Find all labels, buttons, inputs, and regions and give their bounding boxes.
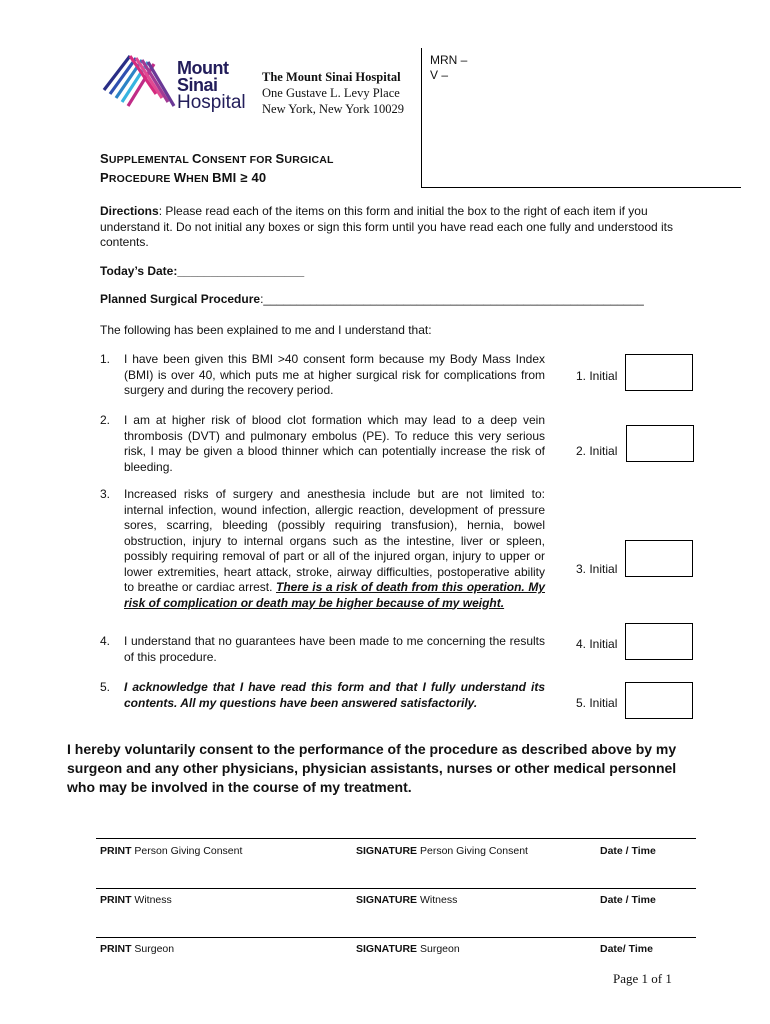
patient-id-block [430, 53, 467, 83]
consent-item-3: 3. Increased risks of surgery and anesthesia include but are not limited to: internal infection, wound infection, allergic reaction, development of pressure sores, scarring, bleeding (possibly requiring transfusion), hernia, bowel obstruction, injury to internal organs such as the intestine, liver or spleen, possibly requiring removal of part or all of the injured organ, injury to upper or lower extremities, heart attack, stroke, airway difficulties, postoperative ability to breathe or cardiac arrest. There is a risk of death from this operation. My risk of complication or death may be higher because of my weight. [100, 487, 545, 610]
explained-intro: The following has been explained to me and I understand that: [100, 323, 432, 337]
initial-label-1: 1. Initial [576, 369, 618, 383]
logo-mark-icon [100, 50, 178, 120]
item-3-emphasis: There is a risk of death from this operation. My risk of complication or death may be higher because of my weight. [124, 580, 545, 610]
form-title: SUPPLEMENTAL CONSENT FOR SURGICAL PROCEDURE WHEN BMI ≥ 40 [100, 151, 334, 185]
header-divider-vertical [421, 48, 422, 188]
planned-procedure-label: Planned Surgical Procedure [100, 292, 261, 306]
signature-surgeon-label: SIGNATURE Surgeon [356, 943, 460, 955]
signature-consent-label: SIGNATURE Person Giving Consent [356, 845, 528, 857]
hospital-name: The Mount Sinai Hospital [262, 70, 401, 84]
print-consent-label: PRINT Person Giving Consent [100, 845, 243, 857]
initial-label-3: 3. Initial [576, 562, 618, 576]
signature-witness-label: SIGNATURE Witness [356, 894, 458, 906]
initial-box-4[interactable] [625, 623, 693, 660]
signature-line-2[interactable] [96, 888, 696, 889]
consent-item-2: 2. I am at higher risk of blood clot formation which may lead to a deep vein thrombosis (DVT) and pulmonary embolus (PE). To reduce this very serious risk, I may be given a blood thinner which can potentially increase the risk of bleeding. [100, 413, 545, 474]
item-text: I acknowledge that I have read this form and that I fully understand its contents. All my questions have been answered satisfactorily. [124, 680, 545, 710]
date-time-label-2: Date / Time [600, 894, 656, 906]
initial-box-3[interactable] [625, 540, 693, 577]
page-number: Page 1 of 1 [613, 971, 672, 986]
todays-date-field[interactable]: Today’s Date:___________________ [100, 264, 305, 278]
address-line1: One Gustave L. Levy Place [262, 86, 400, 100]
item-text: I am at higher risk of blood clot formation which may lead to a deep vein thrombosis (DVT) and pulmonary embolus (PE). To reduce this very serious risk, I may be given a blood thinner which can potentially increase the risk of bleeding. [124, 413, 545, 474]
item-text: I understand that no guarantees have been made to me concerning the results of this procedure. [124, 634, 545, 664]
date-time-label-3: Date/ Time [600, 943, 653, 955]
mount-sinai-logo [100, 50, 260, 120]
item-text: I have been given this BMI >40 consent form because my Body Mass Index (BMI) is over 40, which puts me at higher surgical risk for complications from surgery and during the recovery period. [124, 352, 545, 397]
consent-item-4: 4. I understand that no guarantees have been made to me concerning the results of this procedure. [100, 634, 545, 664]
initial-label-2: 2. Initial [576, 444, 618, 458]
initial-box-5[interactable] [625, 682, 693, 719]
logo-word-mount: Mount [177, 58, 229, 78]
directions-label: Directions [100, 204, 159, 218]
logo-word-sinai: Sinai [177, 75, 218, 95]
print-witness-label: PRINT Witness [100, 894, 172, 906]
consent-item-5: 5. I acknowledge that I have read this form and that I fully understand its contents. All my questions have been answered satisfactorily. [100, 680, 545, 710]
hospital-address [262, 69, 404, 117]
signature-line-1[interactable] [96, 838, 696, 839]
initial-box-1[interactable] [625, 354, 693, 391]
planned-procedure-field[interactable]: Planned Surgical Procedure:_________________________________________________________ [100, 292, 644, 306]
directions [100, 204, 710, 251]
initial-label-4: 4. Initial [576, 637, 618, 651]
logo-word-hospital: Hospital [177, 92, 246, 113]
print-surgeon-label: PRINT Surgeon [100, 943, 175, 955]
initial-box-2[interactable] [626, 425, 694, 462]
item-text: Increased risks of surgery and anesthesia include but are not limited to: internal infection, wound infection, allergic reaction, development of pressure sores, scarring, bleeding (possibly requiring transfusion), hernia, bowel obstruction, injury to internal organs such as the intestine, liver or spleen, possibly requiring removal of part or all of the injured organ, injury to upper or lower extremities, heart attack, stroke, airway difficulties, postoperative ability to breathe or cardiac arrest. There is a risk of death from this operation. My risk of complication or death may be higher because of my weight. [124, 487, 545, 610]
header-divider-horizontal [421, 187, 741, 188]
address-line2: New York, New York 10029 [262, 102, 405, 116]
signature-line-3[interactable] [96, 937, 696, 938]
initial-label-5: 5. Initial [576, 696, 618, 710]
v-label: V – [430, 68, 449, 82]
consent-statement: I hereby voluntarily consent to the performance of the procedure as described above by my surgeon and any other physicians, physician assistants, nurses or other medical personnel who may be involved in the course of my treatment. [67, 741, 677, 795]
directions-text: : Please read each of the items on this form and initial the box to the right of each item if you understand it. Do not initial any boxes or sign this form until you have read each one fully and understood its contents. [100, 204, 674, 249]
date-time-label-1: Date / Time [600, 845, 656, 857]
consent-item-1: 1. I have been given this BMI >40 consent form because my Body Mass Index (BMI) is over 40, which puts me at higher surgical risk for complications from surgery and during the recovery period. [100, 352, 545, 397]
mrn-label: MRN – [430, 53, 468, 67]
